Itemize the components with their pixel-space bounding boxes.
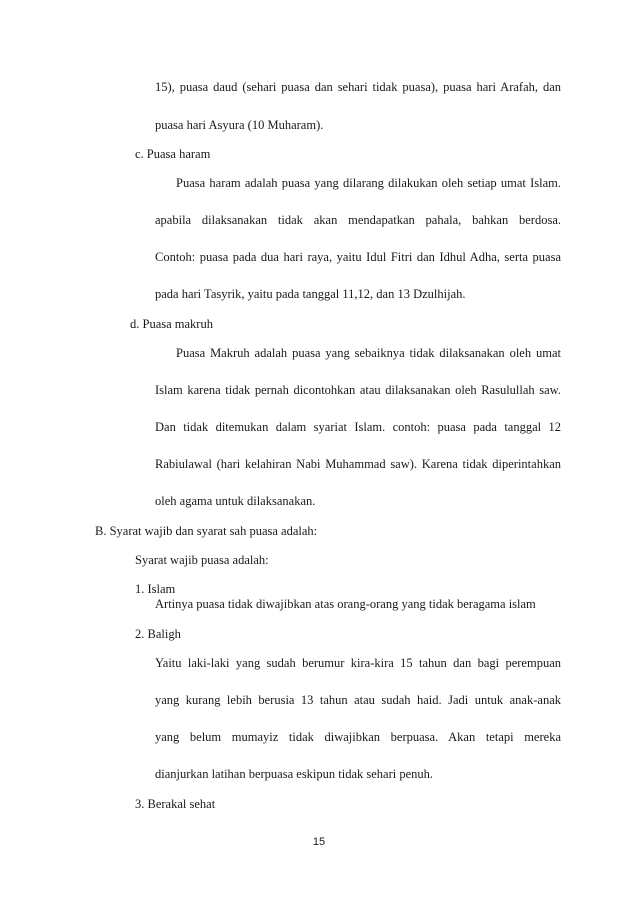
- text-line: Contoh: puasa pada dua hari raya, yaitu Idul Fitri dan Idhul Adha, serta puasa: [155, 250, 561, 264]
- text-line: 15), puasa daud (sehari puasa dan sehari tidak puasa), puasa hari Arafah, dan: [155, 80, 561, 94]
- section-heading-b: B. Syarat wajib dan syarat sah puasa adalah:: [95, 524, 318, 538]
- text-line: yang belum mumayiz tidak diwajibkan berpuasa. Akan tetapi mereka: [155, 730, 561, 744]
- text-line: Rabiulawal (hari kelahiran Nabi Muhammad saw). Karena tidak diperintahkan: [155, 457, 561, 471]
- text-line: yang kurang lebih berusia 13 tahun atau sudah haid. Jadi untuk anak-anak: [155, 693, 561, 707]
- list-item-heading: 1. Islam: [135, 582, 176, 596]
- text-line: pada hari Tasyrik, yaitu pada tanggal 11,12, dan 13 Dzulhijah.: [155, 287, 466, 301]
- section-heading-c: c. Puasa haram: [135, 147, 211, 161]
- text-line: puasa hari Asyura (10 Muharam).: [155, 118, 324, 132]
- section-heading-d: d. Puasa makruh: [130, 317, 213, 331]
- page-number: 15: [312, 836, 326, 848]
- text-line: Artinya puasa tidak diwajibkan atas orang-orang yang tidak beragama islam: [155, 597, 536, 611]
- text-line: Yaitu laki-laki yang sudah berumur kira-kira 15 tahun dan bagi perempuan: [155, 656, 561, 670]
- text-line: Dan tidak ditemukan dalam syariat Islam. contoh: puasa pada tanggal 12: [155, 420, 561, 434]
- list-item-heading: 3. Berakal sehat: [135, 797, 216, 811]
- text-line: apabila dilaksanakan tidak akan mendapatkan pahala, bahkan berdosa.: [155, 213, 561, 227]
- text-line: Puasa Makruh adalah puasa yang sebaiknya tidak dilaksanakan oleh umat: [176, 346, 561, 360]
- text-line: Puasa haram adalah puasa yang dilarang dilakukan oleh setiap umat Islam.: [176, 176, 561, 190]
- text-line: oleh agama untuk dilaksanakan.: [155, 494, 316, 508]
- text-line: dianjurkan latihan berpuasa eskipun tidak sehari penuh.: [155, 767, 434, 781]
- text-line: Syarat wajib puasa adalah:: [135, 553, 269, 567]
- list-item-heading: 2. Baligh: [135, 627, 181, 641]
- text-line: Islam karena tidak pernah dicontohkan atau dilaksanakan oleh Rasulullah saw.: [155, 383, 561, 397]
